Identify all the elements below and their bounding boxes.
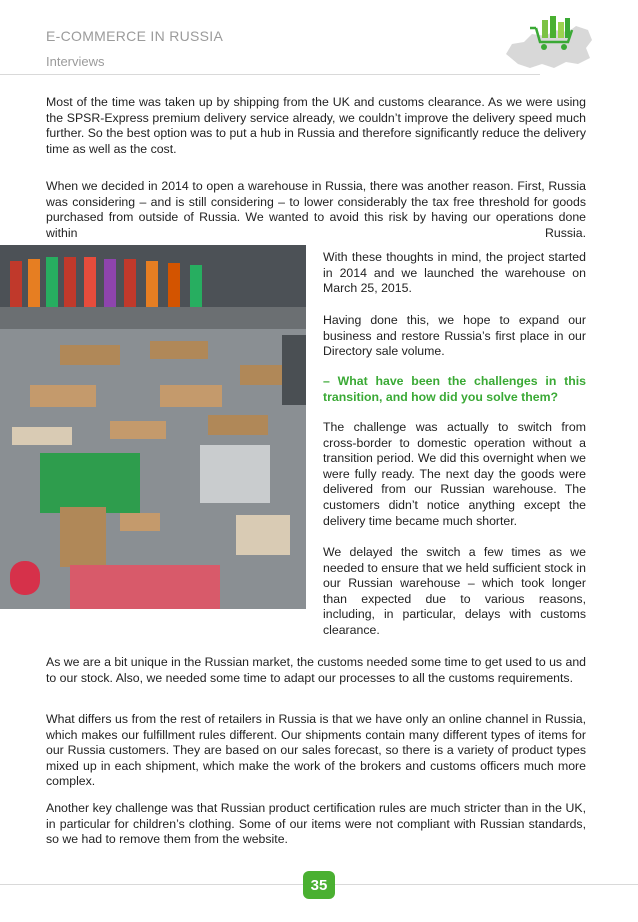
paragraph-online-channel: What differs us from the rest of retailers in Russia is that we have only an online channel in Russia, which makes our fulfillment rules different. Our shipments contain many different types of items for our Russia customers. They are based on our sales forecast, so there is a variety of product types mixed up in each shipment, which make the work of the brokers and customs officers much more complex.: [46, 712, 586, 789]
russia-map-shopping-cart-icon: [502, 14, 594, 76]
column-project-start: With these thoughts in mind, the project started in 2014 and we launched the warehouse on March 25, 2015.: [323, 250, 586, 296]
header-title: E-COMMERCE IN RUSSIA: [46, 28, 224, 44]
interview-question: – What have been the challenges in this transition, and how did you solve them?: [323, 374, 586, 404]
paragraph-certification: Another key challenge was that Russian product certification rules are much stricter than in the UK, in particular for children’s clothing. Some of our items were not compliant with Russian standards, so we had to remove them from the website.: [46, 801, 586, 847]
column-expand-business: Having done this, we hope to expand our business and restore Russia’s first place in our Directory sale volume.: [323, 313, 586, 359]
paragraph-warehouse-reason: When we decided in 2014 to open a warehouse in Russia, there was another reason. First, Russia was considering – and is still considering – to lower considerably the tax free threshold for goods purchased from outside of Russia. We wanted to avoid this risk by having our operations done within Russia.: [46, 179, 586, 240]
page-number: 35: [303, 871, 335, 899]
header-rule: [0, 74, 540, 75]
paragraph-customs: As we are a bit unique in the Russian market, the customs needed some time to get used to us and to our stock. Also, we needed some time to adapt our processes to all the customs requirements.: [46, 655, 587, 685]
column-challenge-switch: The challenge was actually to switch from cross-border to domestic operation without a transition period. We did this overnight when we were fully ready. The next day the goods were delivered from our Russian warehouse. The customers didn’t notice anything except the delivery time became much shorter.: [323, 420, 586, 528]
header-subtitle: Interviews: [46, 54, 105, 69]
column-delayed-switch: We delayed the switch a few times as we needed to ensure that we held sufficient stock in our Russian warehouse – which took longer than expected due to various reasons, including, in particular, delays with customs clearance.: [323, 545, 586, 637]
paragraph-shipping: Most of the time was taken up by shipping from the UK and customs clearance. As we were using the SPSR-Express premium delivery service already, we couldn’t improve the delivery speed much further. So the best option was to put a hub in Russia and therefore significantly reduce the delivery time as well as the cost.: [46, 95, 586, 156]
warehouse-photo: [0, 245, 306, 609]
